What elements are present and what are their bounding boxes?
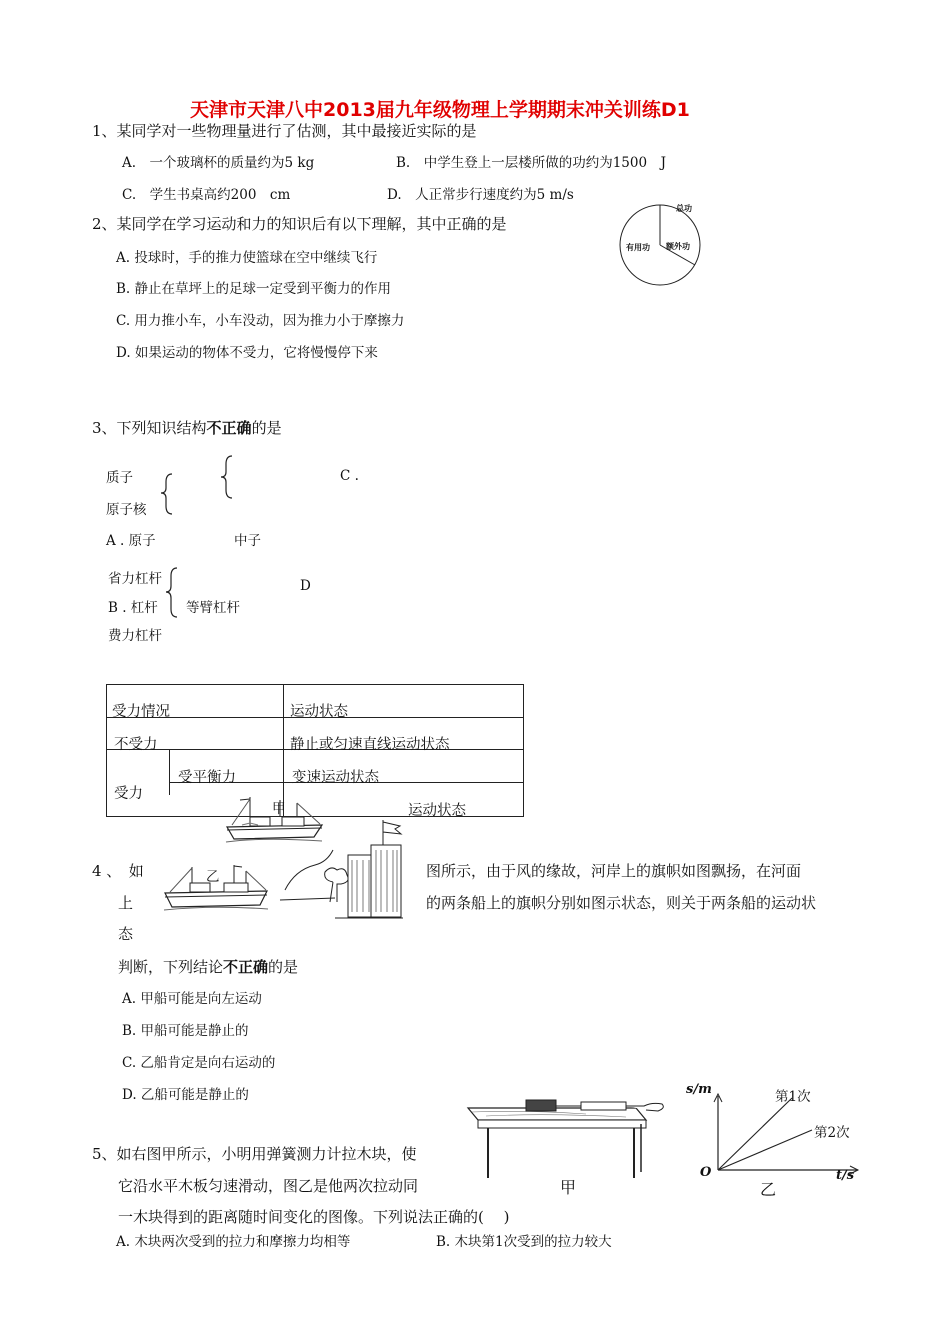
q2-stem: 2、某同学在学习运动和力的知识后有以下理解，其中正确的是 xyxy=(92,215,507,233)
q3b-save: 省力杠杆 xyxy=(108,571,162,587)
pie-extra-label: 额外功 xyxy=(666,241,690,251)
q5-line3: 一木块得到的距离随时间变化的图像。下列说法正确的( ) xyxy=(118,1208,510,1226)
table-header-motion: 运动状态 xyxy=(290,704,348,720)
q4-up: 上 xyxy=(118,894,134,912)
q3a-proton: 质子 xyxy=(106,470,133,486)
q3a-neutron: 中子 xyxy=(234,533,261,549)
graph-line-1 xyxy=(718,1098,792,1170)
q4-line1: 图所示，由于风的缘故，河岸上的旗帜如图飘扬，在河面 xyxy=(426,862,802,880)
q2-option-a: A. 投球时，手的推力使篮球在空中继续飞行 xyxy=(116,250,378,266)
q1-option-c: C. 学生书桌高约200 cm xyxy=(122,187,291,203)
q2-option-b: B. 静止在草坪上的足球一定受到平衡力的作用 xyxy=(116,281,392,297)
q4-tai: 态 xyxy=(118,925,134,943)
q2-option-d: D. 如果运动的物体不受力，它将慢慢停下来 xyxy=(116,345,378,361)
work-pie-figure xyxy=(610,200,710,290)
q3a-nucleus: 原子核 xyxy=(106,502,147,518)
q5-fig-jia-label: 甲 xyxy=(560,1178,577,1197)
q4-num: 4 、 如 xyxy=(92,862,144,880)
q3b-equal: 等臂杠杆 xyxy=(186,600,240,616)
q5-line2: 它沿水平木板匀速滑动，图乙是他两次拉动同 xyxy=(118,1177,419,1195)
q4-option-b: B. 甲船可能是静止的 xyxy=(122,1023,249,1039)
q4-option-d: D. 乙船可能是静止的 xyxy=(122,1087,249,1103)
q3b-cost: 费力杠杆 xyxy=(108,628,162,644)
q4-line2: 的两条船上的旗帜分别如图示状态，则关于两条船的运动状 xyxy=(426,894,817,912)
graph-x-axis-label: t/s xyxy=(836,1168,855,1183)
riverbank-figure xyxy=(275,820,405,920)
graph-y-axis-label: s/m xyxy=(686,1082,712,1097)
ship-yi-label: 乙 xyxy=(206,869,220,885)
table-cell-uniform: 静止或匀速直线运动状态 xyxy=(290,737,450,753)
q5-option-b: B. 木块第1次受到的拉力较大 xyxy=(436,1234,612,1250)
q3a-braces xyxy=(160,450,240,520)
table-cell-variable: 变速运动状态 xyxy=(292,770,379,786)
q3b-label: B . 杠杆 xyxy=(108,600,158,616)
table-cell-motion: 运动状态 xyxy=(408,803,466,819)
table-header-force: 受力情况 xyxy=(112,704,170,720)
q3d-label: D xyxy=(300,578,311,594)
table-cell-balanced: 受平衡力 xyxy=(178,770,236,786)
q4-judge: 判断，下列结论不正确的是 xyxy=(118,958,299,976)
q5-fig-jia-table xyxy=(466,1100,671,1180)
pie-useful-label: 有用功 xyxy=(626,242,650,252)
q3b-brace xyxy=(165,565,185,620)
q5-line1: 5、如右图甲所示，小明用弹簧测力计拉木块，使 xyxy=(92,1145,417,1163)
graph-line-2 xyxy=(718,1130,812,1170)
ship-jia-label: 甲 xyxy=(272,801,286,817)
q3-stem: 3、下列知识结构不正确的是 xyxy=(92,419,282,437)
q1-stem: 1、某同学对一些物理量进行了估测，其中最接近实际的是 xyxy=(92,122,477,140)
pie-total-label: 总功 xyxy=(676,203,692,213)
q2-option-c: C. 用力推小车，小车没动，因为推力小于摩擦力 xyxy=(116,313,405,329)
table-cell-no-force: 不受力 xyxy=(114,737,158,753)
q1-option-b: B. 中学生登上一层楼所做的功约为1500 J xyxy=(396,155,666,171)
q3c-label: C . xyxy=(340,468,359,484)
q1-option-a: A. 一个玻璃杯的质量约为5 kg xyxy=(122,155,315,171)
q5-option-a: A. 木块两次受到的拉力和摩擦力均相等 xyxy=(116,1234,351,1250)
graph-series-1-label: 第1次 xyxy=(775,1089,811,1105)
graph-series-2-label: 第2次 xyxy=(814,1125,850,1141)
q4-option-c: C. 乙船肯定是向右运动的 xyxy=(122,1055,276,1071)
q3a-label: A . 原子 xyxy=(106,533,156,549)
q5-fig-yi-label: 乙 xyxy=(760,1180,777,1199)
page-title: 天津市天津八中2013届九年级物理上学期期末冲关训练D1 xyxy=(190,99,690,121)
q4-option-a: A. 甲船可能是向左运动 xyxy=(122,991,262,1007)
table-cell-force: 受力 xyxy=(114,786,143,802)
q1-option-d: D. 人正常步行速度约为5 m/s xyxy=(387,187,574,203)
graph-origin-label: O xyxy=(700,1165,712,1180)
